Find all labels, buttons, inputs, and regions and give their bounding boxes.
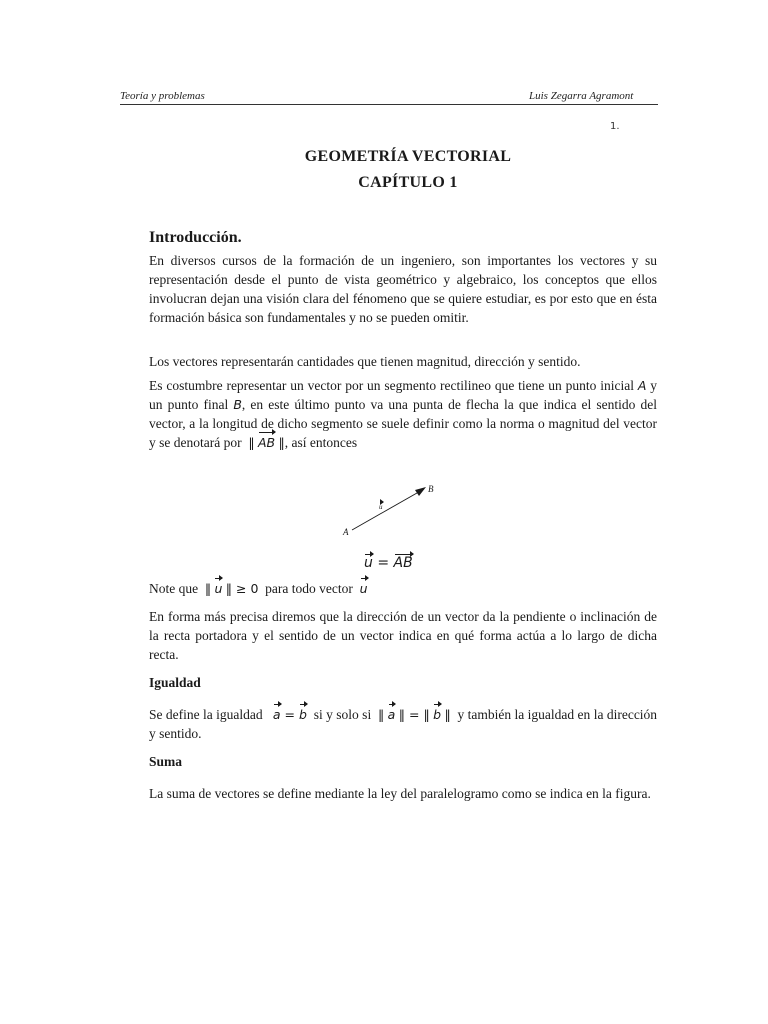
igualdad-var-a: a bbox=[272, 707, 281, 722]
figure-label-A: A bbox=[343, 527, 349, 537]
igualdad-norm-1: ‖ bbox=[378, 707, 385, 722]
figure-label-B: B bbox=[428, 484, 434, 494]
point-A: A bbox=[637, 378, 647, 393]
igualdad-var-b: b bbox=[299, 707, 307, 722]
note-norm-open: ‖ bbox=[204, 581, 212, 596]
igualdad-norm-var-a: a bbox=[387, 707, 396, 722]
igualdad-norm-var-b: b bbox=[433, 707, 442, 722]
note-var-u: u bbox=[214, 581, 223, 596]
equation-u-AB bbox=[364, 555, 413, 572]
suma-heading: Suma bbox=[149, 754, 183, 769]
norm-open: ‖ bbox=[248, 435, 255, 450]
igualdad-eq-2: = bbox=[404, 707, 424, 722]
intro-paragraph-2: Los vectores representarán cantidades que tienen magnitud, dirección y sentido. bbox=[149, 354, 581, 369]
note-line bbox=[149, 579, 657, 598]
note-prefix: Note que bbox=[149, 581, 199, 596]
eq-sign: = bbox=[372, 555, 394, 571]
intro-paragraph-3 bbox=[149, 376, 657, 452]
direction-paragraph: En forma más precisa diremos que la dirección de un vector da la pendiente o inclinación de la recta portadora y el sentido de un vector indica en qué forma actúa a lo largo de dicha recta. bbox=[149, 609, 657, 662]
p3-text-c: , en este último punto va una punta de flecha la que indica el sentido del vector, a la longitud de dicho segmento se suele definir como la norma o magnitud del vector y se denotará por bbox=[149, 397, 657, 450]
vector-segment bbox=[352, 489, 424, 530]
note-relation: ≥ 0 bbox=[232, 581, 259, 596]
chapter-title: GEOMETRÍA VECTORIAL bbox=[304, 148, 512, 165]
igualdad-text-a: Se define la igualdad bbox=[149, 707, 263, 722]
p3-text-d: , así entonces bbox=[284, 435, 358, 450]
igualdad-heading: Igualdad bbox=[149, 675, 201, 690]
vector-AB: AB bbox=[257, 435, 276, 450]
igualdad-norm-4: ‖ bbox=[444, 707, 451, 722]
point-B: B bbox=[233, 397, 242, 412]
intro-paragraph-1: En diversos cursos de la formación de un ingeniero, son importantes los vectores y su representación desde el punto de vista geométrico y algebraico, los conceptos que ellos involucran dejan una visión clara del fénomeno que se quiere estudiar, es por esto que en ésta formación básica son fundamentales y no se pueden omitir. bbox=[149, 253, 657, 325]
note-suffix: para todo vector bbox=[265, 581, 353, 596]
eq-lhs-u: u bbox=[364, 555, 373, 571]
igualdad-text-b: si y solo si bbox=[313, 707, 372, 722]
chapter-number: CAPÍTULO 1 bbox=[358, 174, 458, 191]
intro-heading: Introducción. bbox=[149, 229, 242, 246]
norm-close: ‖ bbox=[278, 435, 285, 450]
eq-rhs-AB: AB bbox=[393, 555, 413, 571]
figure-label-u: u bbox=[379, 503, 383, 511]
igualdad-eq: = bbox=[280, 707, 299, 722]
note-var-u-2: u bbox=[359, 581, 368, 596]
igualdad-norm-3: ‖ bbox=[423, 707, 430, 722]
note-norm-close: ‖ bbox=[225, 581, 233, 596]
p3-text-b: y un punto final bbox=[149, 378, 657, 412]
p3-text-a: Es costumbre representar un vector por un segmento rectilineo que tiene un punto inicial bbox=[149, 378, 634, 393]
vector-arrowhead bbox=[415, 487, 426, 496]
igualdad-norm-2: ‖ bbox=[398, 707, 405, 722]
suma-paragraph: La suma de vectores se define mediante la ley del paralelogramo como se indica en la figura. bbox=[149, 786, 651, 801]
page-number: 1. bbox=[610, 121, 620, 132]
igualdad-paragraph bbox=[149, 705, 657, 743]
header-left: Teoría y problemas bbox=[120, 90, 205, 102]
header-divider bbox=[120, 104, 658, 105]
igualdad-text-c: y también la igualdad en la dirección y sentido. bbox=[149, 707, 658, 741]
header-right: Luis Zegarra Agramont bbox=[529, 90, 634, 102]
